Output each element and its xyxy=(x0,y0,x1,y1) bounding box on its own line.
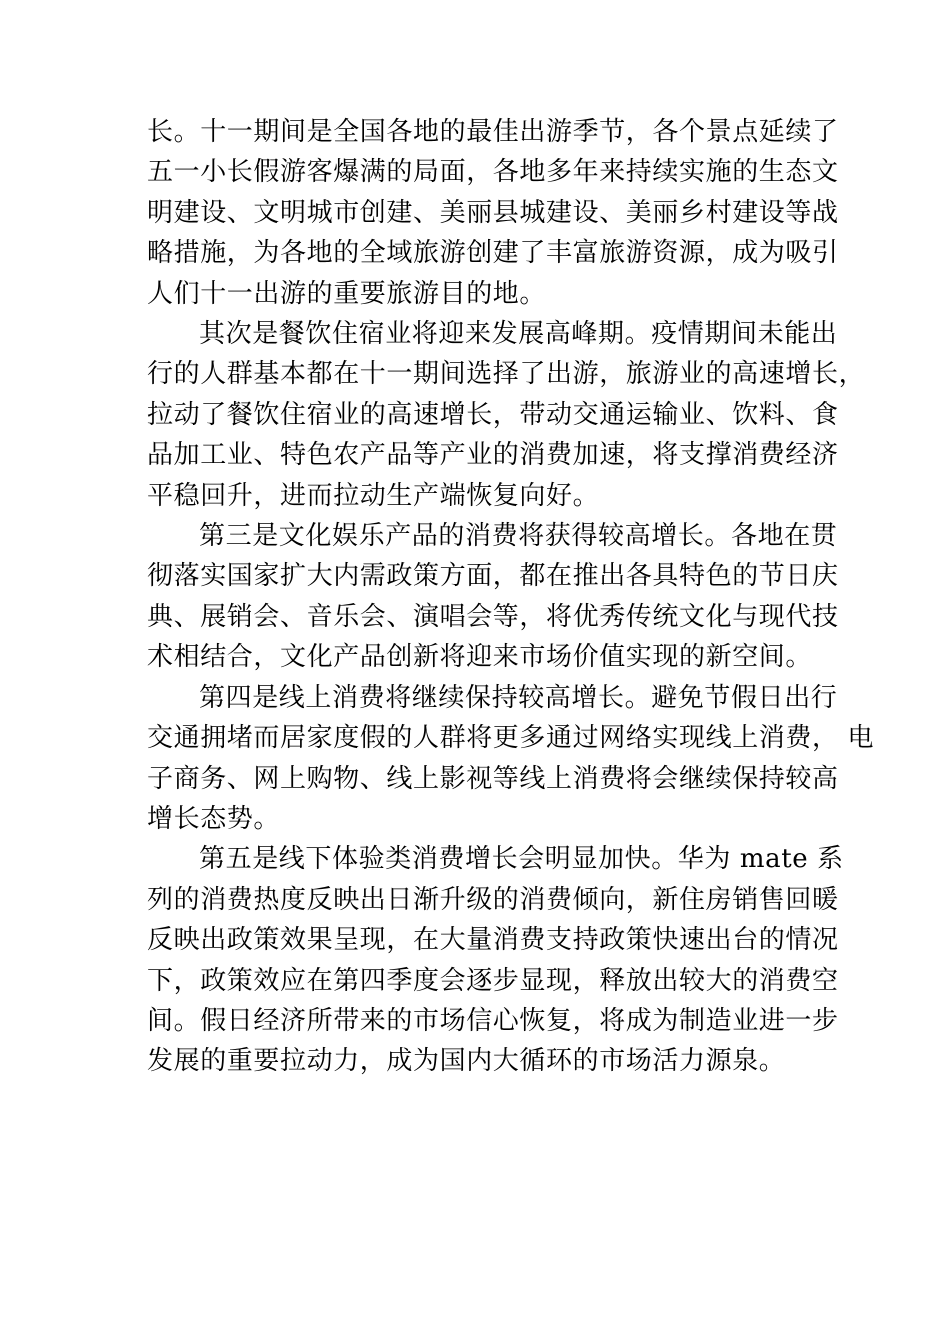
text-line: 反映出政策效果呈现，在大量消费支持政策快速出台的情况 xyxy=(147,925,839,956)
text-line: 第四是线上消费将继续保持较高增长。避免节假日出行 xyxy=(199,682,838,713)
body-text xyxy=(147,112,875,1082)
text-line: 人们十一出游的重要旅游目的地。 xyxy=(147,278,547,309)
paragraph-continuation xyxy=(147,112,839,314)
text-line: 其次是餐饮住宿业将迎来发展高峰期。疫情期间未能出 xyxy=(199,319,838,350)
text-line: 五一小长假游客爆满的局面，各地多年来持续实施的生态文 xyxy=(147,157,839,188)
text-line: 长。十一期间是全国各地的最佳出游季节，各个景点延续了 xyxy=(147,117,839,147)
text-line: 第五是线下体验类消费增长会明显加快。华为 mate 系 xyxy=(199,844,844,875)
text-line: 彻落实国家扩大内需政策方面，都在推出各具特色的节日庆 xyxy=(147,561,839,592)
text-line: 列的消费热度反映出日渐升级的消费倾向，新住房销售回暖 xyxy=(147,884,839,915)
text-line: 行的人群基本都在十一期间选择了出游，旅游业的高速增长， xyxy=(147,359,866,390)
text-line: 略措施，为各地的全域旅游创建了丰富旅游资源，成为吸引 xyxy=(147,238,839,269)
text-line: 增长态势。 xyxy=(147,803,281,834)
text-line: 交通拥堵而居家度假的人群将更多通过网络实现线上消费， 电 xyxy=(147,723,875,754)
paragraph-offline-experience xyxy=(147,839,844,1081)
text-line: 第三是文化娱乐产品的消费将获得较高增长。各地在贯 xyxy=(199,521,838,552)
text-line: 术相结合，文化产品创新将迎来市场价值实现的新空间。 xyxy=(147,642,813,673)
text-line: 发展的重要拉动力，成为国内大循环的市场活力源泉。 xyxy=(147,1046,786,1077)
text-line: 典、展销会、音乐会、演唱会等，将优秀传统文化与现代技 xyxy=(147,601,839,632)
text-line: 间。假日经济所带来的市场信心恢复，将成为制造业进一步 xyxy=(147,1005,839,1036)
text-line: 子商务、网上购物、线上影视等线上消费将会继续保持较高 xyxy=(147,763,839,794)
text-line: 平稳回升，进而拉动生产端恢复向好。 xyxy=(147,480,600,511)
text-line: 拉动了餐饮住宿业的高速增长，带动交通运输业、饮料、食 xyxy=(147,399,839,430)
paragraph-catering-lodging xyxy=(147,314,866,516)
text-line: 下，政策效应在第四季度会逐步显现，释放出较大的消费空 xyxy=(147,965,839,996)
text-line: 明建设、文明城市创建、美丽县城建设、美丽乡村建设等战 xyxy=(147,197,839,228)
text-line: 品加工业、特色农产品等产业的消费加速，将支撑消费经济 xyxy=(147,440,839,471)
paragraph-culture-entertainment xyxy=(147,516,839,678)
paragraph-online-consumption xyxy=(147,678,875,840)
